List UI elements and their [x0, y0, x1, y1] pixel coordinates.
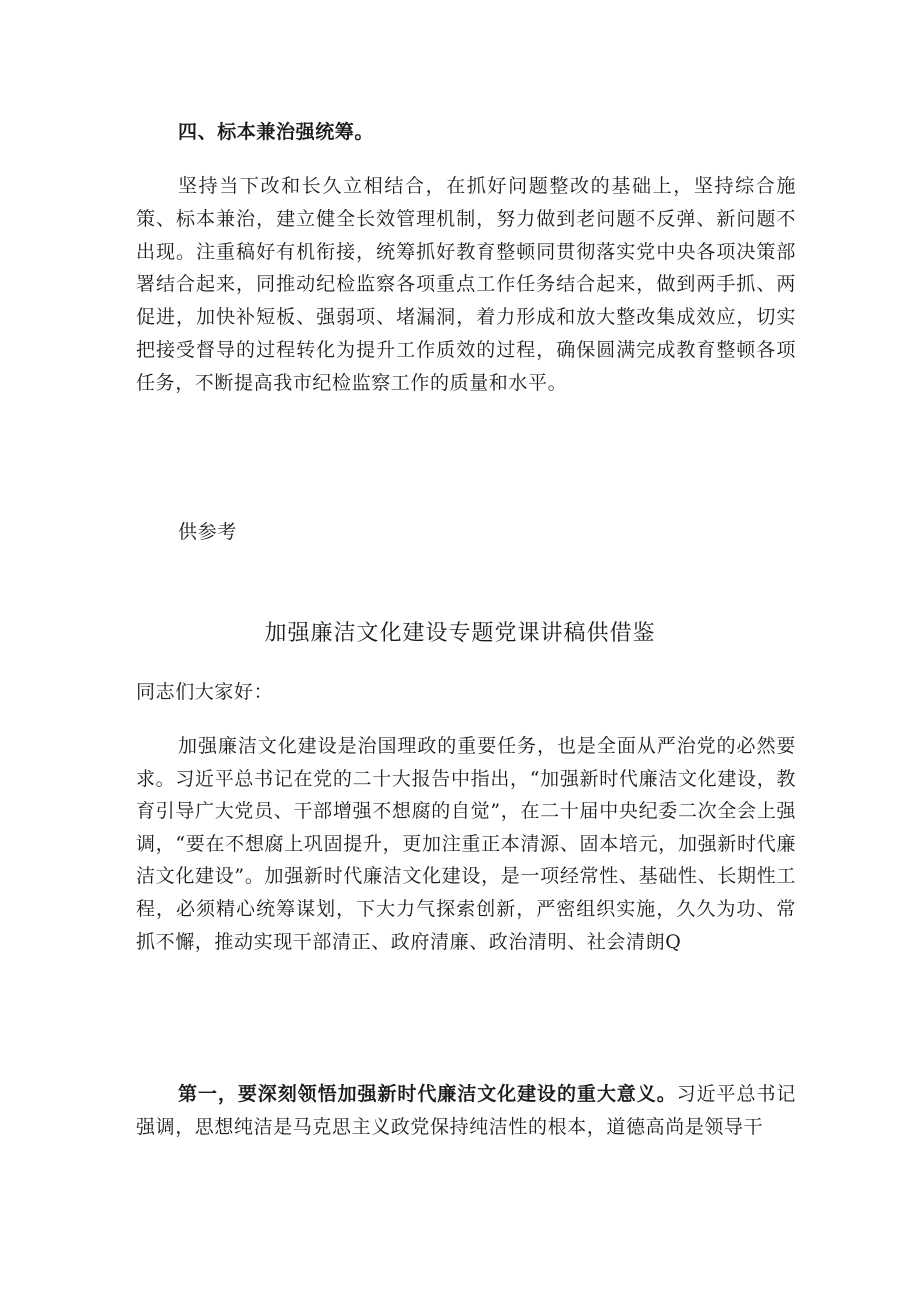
section-heading: 四、标本兼治强统筹。: [178, 121, 375, 143]
section-paragraph: 坚持当下改和长久立相结合，在抓好问题整改的基础上，坚持综合施策、标本兼治，建立健全长效管理机制，努力做到老问题不反弹、新问题不出现。注重稿好有机衔接，统筹抓好教育整顿同贯彻落实党中央各项决策部署结合起来，同推动纪检监察各项重点工作任务结合起来，做到两手抓、两促进，加快补短板、强弱项、堵漏洞，着力形成和放大整改集成效应，切实把接受督导的过程转化为提升工作质效的过程，确保圆满完成教育整顿各项任务，不断提高我市纪检监察工作的质量和水平。: [136, 175, 796, 394]
greeting: 同志们大家好：: [136, 681, 274, 703]
point-one-body: 习近平总书记强调，思想纯洁是马克思主义政党保持纯洁性的根本，道德高尚是领导干: [136, 1083, 796, 1138]
speech-title: 加强廉洁文化建设专题党课讲稿供借鉴: [264, 621, 656, 646]
intro-paragraph: 加强廉洁文化建设是治国理政的重要任务，也是全面从严治党的必然要求。习近平总书记在党的二十大报告中指出，“加强新时代廉洁文化建设，教育引导广大党员、干部增强不想腐的自觉”，在二十届中央纪委二次全会上强调，“要在不想腐上巩固提升，更加注重正本清源、固本培元，加强新时代廉洁文化建设”。加强新时代廉洁文化建设，是一项经常性、基础性、长期性工程，必须精心统筹谋划，下大力气探索创新，严密组织实施，久久为功、常抓不懈，推动实现干部清正、政府清廉、政治清明、社会清朗Q: [136, 735, 796, 953]
point-one-paragraph: [136, 1078, 796, 1143]
reference-note: 供参考: [178, 521, 237, 543]
point-one-lead: 第一，要深刻领悟加强新时代廉洁文化建设的重大意义。: [178, 1083, 677, 1105]
